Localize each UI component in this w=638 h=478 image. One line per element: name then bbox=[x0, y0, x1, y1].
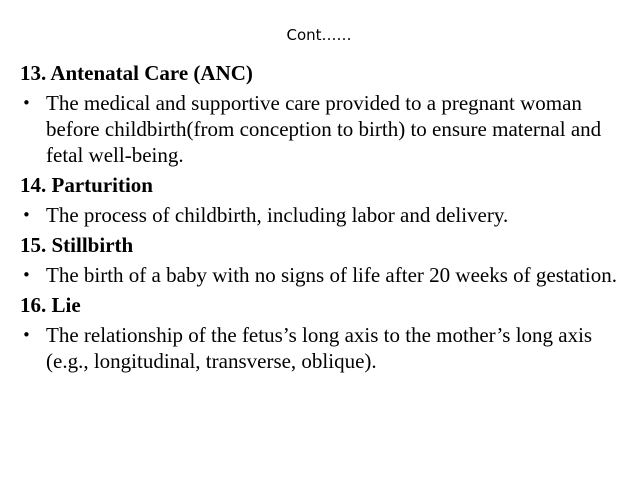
slide-content bbox=[20, 58, 625, 378]
bullet-text: The birth of a baby with no signs of life after 20 weeks of gestation. bbox=[46, 263, 617, 287]
bullet-item-lie bbox=[20, 322, 625, 374]
slide-title: Cont…… bbox=[286, 26, 352, 44]
section-heading-antenatal-care: 13. Antenatal Care (ANC) bbox=[20, 61, 253, 85]
bullet-text: The medical and supportive care provided to a pregnant woman before childbirth(from conception to birth) to ensure maternal and fetal well-being. bbox=[46, 91, 602, 167]
bullet-icon: • bbox=[22, 206, 31, 224]
section-heading-stillbirth: 15. Stillbirth bbox=[20, 233, 134, 257]
bullet-item-stillbirth bbox=[20, 262, 625, 288]
section-heading-lie: 16. Lie bbox=[20, 293, 81, 317]
bullet-item-parturition bbox=[20, 202, 625, 228]
bullet-text: The relationship of the fetus’s long axis to the mother’s long axis (e.g., longitudinal, transverse, oblique). bbox=[46, 323, 593, 373]
bullet-icon: • bbox=[22, 94, 31, 112]
bullet-icon: • bbox=[22, 326, 31, 344]
section-heading-parturition: 14. Parturition bbox=[20, 173, 153, 197]
bullet-item-antenatal-care bbox=[20, 90, 625, 168]
bullet-text: The process of childbirth, including labor and delivery. bbox=[46, 203, 509, 227]
bullet-icon: • bbox=[22, 266, 31, 284]
